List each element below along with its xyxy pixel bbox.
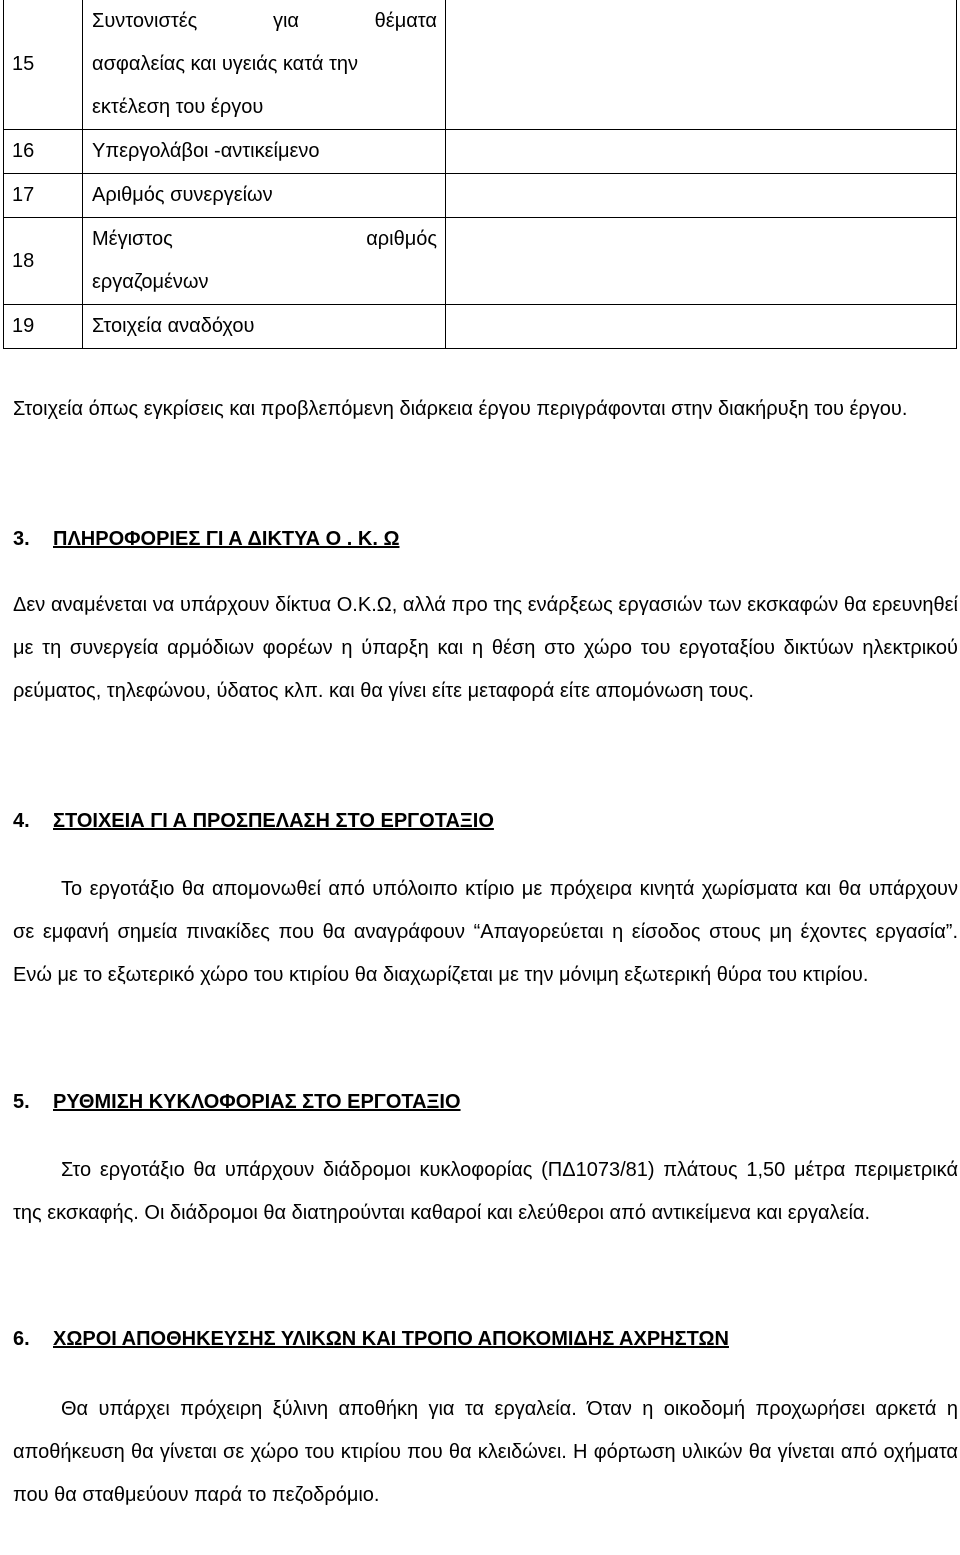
section-title: ΣΤΟΙΧΕΙΑ ΓΙ Α ΠΡΟΣΠΕΛΑΣΗ ΣΤΟ ΕΡΓΟΤΑΞΙΟ: [53, 810, 494, 832]
row-label: [83, 0, 446, 130]
table-row: [4, 130, 957, 174]
intro-paragraph: Στοιχεία όπως εγκρίσεις και προβλεπόμενη διάρκεια έργου περιγράφονται στην διακήρυξη του έργου.: [13, 398, 908, 420]
row-label-line: ασφαλείας και υγειάς κατά την: [92, 53, 359, 75]
row-value: [446, 0, 957, 130]
row-label-line: εργαζομένων: [92, 271, 209, 293]
section-title: ΧΩΡΟΙ ΑΠΟΘΗΚΕΥΣΗΣ ΥΛΙΚΩΝ ΚΑΙ ΤΡΟΠΟ ΑΠΟΚΟΜΙΔΗΣ ΑΧΡΗΣΤΩΝ: [53, 1328, 729, 1350]
row-number: 15: [4, 0, 83, 130]
section-number: 3.: [13, 528, 30, 550]
row-label: [83, 130, 446, 174]
row-label: [83, 218, 446, 305]
row-label-line: Αριθμός συνεργείων: [92, 184, 273, 206]
row-label: [83, 305, 446, 349]
table-row: [4, 218, 957, 305]
row-number: 18: [4, 218, 83, 305]
section-number: 4.: [13, 810, 30, 832]
table-row: [4, 0, 957, 130]
row-value: [446, 218, 957, 305]
section-heading-4: [13, 800, 958, 843]
row-label-line: εκτέλεση του έργου: [92, 96, 264, 118]
row-value: [446, 174, 957, 218]
section-number: 6.: [13, 1328, 30, 1350]
row-number: 16: [4, 130, 83, 174]
row-value: [446, 305, 957, 349]
section-body-5: Στο εργοτάξιο θα υπάρχουν διάδρομοι κυκλοφορίας (ΠΔ1073/81) πλάτους 1,50 μέτρα περιμετρικά της εκσκαφής. Οι διάδρομοι θα διατηρούνται καθαροί και ελεύθεροι από αντικείμενα και εργαλεία.: [13, 1159, 958, 1224]
section-body-6: Θα υπάρχει πρόχειρη ξύλινη αποθήκη για τα εργαλεία. Όταν η οικοδομή προχωρήσει αρκετά η αποθήκευση θα γίνεται σε χώρο του κτιρίου που θα κλειδώνει. Η φόρτωση υλικών θα γίνεται από οχήματα που θα σταθμεύουν παρά το πεζοδρόμιο.: [13, 1398, 958, 1506]
section-body-4: Το εργοτάξιο θα απομονωθεί από υπόλοιπο κτίριο με πρόχειρα κινητά χωρίσματα και θα υπάρχουν σε εμφανή σημεία πινακίδες που θα αναγράφουν “Απαγορεύεται η είσοδος στους μη έχοντες εργασία”. Ενώ με το εξωτερικό χώρο του κτιρίου θα διαχωρίζεται με την μόνιμη εξωτερική θύρα του κτιρίου.: [13, 878, 958, 986]
section-body-3: [13, 584, 958, 713]
row-value: [446, 130, 957, 174]
row-number: 19: [4, 305, 83, 349]
row-label-line: Στοιχεία αναδόχου: [92, 315, 255, 337]
section-heading-3: [13, 518, 958, 561]
section-title: ΠΛΗΡΟΦΟΡΙΕΣ ΓΙ Α ΔΙΚΤΥΑ Ο . Κ. Ω: [53, 528, 400, 550]
row-label-line: Μέγιστος αριθμός: [92, 228, 437, 250]
table-row: [4, 174, 957, 218]
table-row: [4, 305, 957, 349]
row-label-line: Υπεργολάβοι -αντικείμενο: [92, 140, 320, 162]
row-label-line: Συντονιστές για θέματα: [92, 10, 437, 32]
row-label: [83, 174, 446, 218]
section-number: 5.: [13, 1091, 30, 1113]
section-heading-5: [13, 1081, 958, 1124]
section-title: ΡΥΘΜΙΣΗ ΚΥΚΛΟΦΟΡΙΑΣ ΣΤΟ ΕΡΓΟΤΑΞΙΟ: [53, 1091, 461, 1113]
info-table: [3, 0, 957, 349]
section-body: Δεν αναμένεται να υπάρχουν δίκτυα Ο.Κ.Ω, αλλά προ της ενάρξεως εργασιών των εκσκαφών θα ερευνηθεί με τη συνεργεία αρμόδιων φορέων η ύπαρξη και η θέση στο χώρο του εργοταξίου δικτύων ηλεκτρικού ρεύματος, τηλεφώνου, ύδατος κλπ. και θα γίνει είτε μεταφορά είτε απομόνωση τους.: [13, 594, 958, 702]
row-number: 17: [4, 174, 83, 218]
section-heading-6: [13, 1318, 958, 1361]
